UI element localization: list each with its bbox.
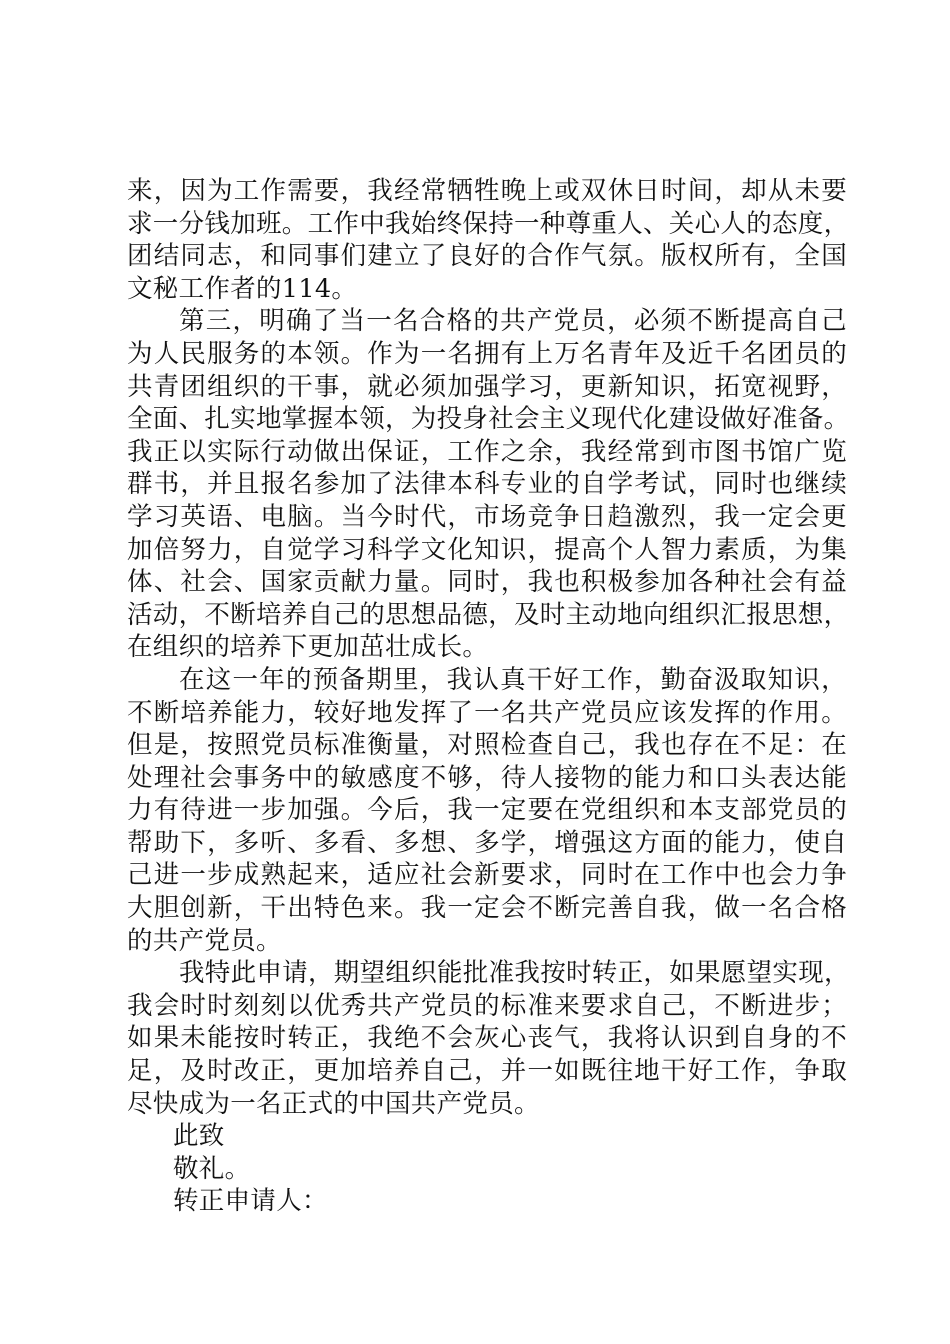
text-line: 尽快成为一名正式的中国共产党员。: [127, 1088, 540, 1119]
text-line: 第三，明确了当一名合格的共产党员，必须不断提高自己: [179, 306, 847, 337]
text-line: 群书，并且报名参加了法律本科专业的自学考试，同时也继续: [127, 469, 847, 500]
text-line: 加倍努力，自觉学习科学文化知识，提高个人智力素质，为集: [127, 534, 847, 565]
text-line: 共青团组织的干事，就必须加强学习，更新知识，拓宽视野，: [127, 371, 847, 402]
paragraph-2: [127, 305, 850, 664]
text-line: 的共产党员。: [127, 925, 282, 956]
text-line: 帮助下，多听、多看、多想、多学，增强这方面的能力，使自: [127, 827, 847, 858]
text-line: 大胆创新，干出特色来。我一定会不断完善自我，做一名合格: [127, 893, 847, 924]
text-line: 但是，按照党员标准衡量，对照检查自己，我也存在不足：在: [127, 730, 847, 761]
text-line: 体、社会、国家贡献力量。同时，我也积极参加各种社会有益: [127, 567, 847, 598]
text-line: 己进一步成熟起来，适应社会新要求，同时在工作中也会力争: [127, 860, 847, 891]
text-line: 力有待进一步加强。今后，我一定要在党组织和本支部党员的: [127, 795, 847, 826]
text-line: 我正以实际行动做出保证，工作之余，我经常到市图书馆广览: [127, 436, 847, 467]
text-line: 在这一年的预备期里，我认真干好工作，勤奋汲取知识，: [179, 664, 847, 695]
text-line: 如果未能按时转正，我绝不会灰心丧气，我将认识到自身的不: [127, 1023, 847, 1054]
document-body: [127, 175, 850, 1218]
text-line: 不断培养能力，较好地发挥了一名共产党员应该发挥的作用。: [127, 697, 847, 728]
text-line: 求一分钱加班。工作中我始终保持一种尊重人、关心人的态度，: [127, 208, 850, 239]
text-line: 学习英语、电脑。当今时代，市场竞争日趋激烈，我一定会更: [127, 501, 847, 532]
closing-regards: 敬礼。: [173, 1153, 251, 1184]
applicant-signature-label: 转正申请人：: [173, 1186, 328, 1217]
closing-salutation: 此致: [173, 1121, 225, 1152]
text-line: 在组织的培养下更加茁壮成长。: [127, 632, 489, 663]
text-line: 我会时时刻刻以优秀共产党员的标准来要求自己，不断进步；: [127, 990, 847, 1021]
text-line: 团结同志，和同事们建立了良好的合作气氛。版权所有，全国: [127, 241, 847, 272]
text-line: 来，因为工作需要，我经常牺牲晚上或双休日时间，却从未要: [127, 176, 847, 206]
text-line: 全面、扎实地掌握本领，为投身社会主义现代化建设做好准备。: [127, 404, 850, 435]
text-line: 处理社会事务中的敏感度不够，待人接物的能力和口头表达能: [127, 762, 847, 793]
text-line: 文秘工作者的114。: [127, 273, 358, 304]
text-line: 足，及时改正，更加培养自己，并一如既往地干好工作，争取: [127, 1056, 847, 1087]
paragraph-1: [127, 175, 850, 305]
paragraph-3: [127, 664, 847, 957]
text-line: 活动，不断培养自己的思想品德，及时主动地向组织汇报思想，: [127, 599, 850, 630]
text-line: 为人民服务的本领。作为一名拥有上万名青年及近千名团员的: [127, 338, 847, 369]
text-line: 我特此申请，期望组织能批准我按时转正，如果愿望实现，: [179, 958, 850, 989]
paragraph-4: [127, 957, 850, 1120]
